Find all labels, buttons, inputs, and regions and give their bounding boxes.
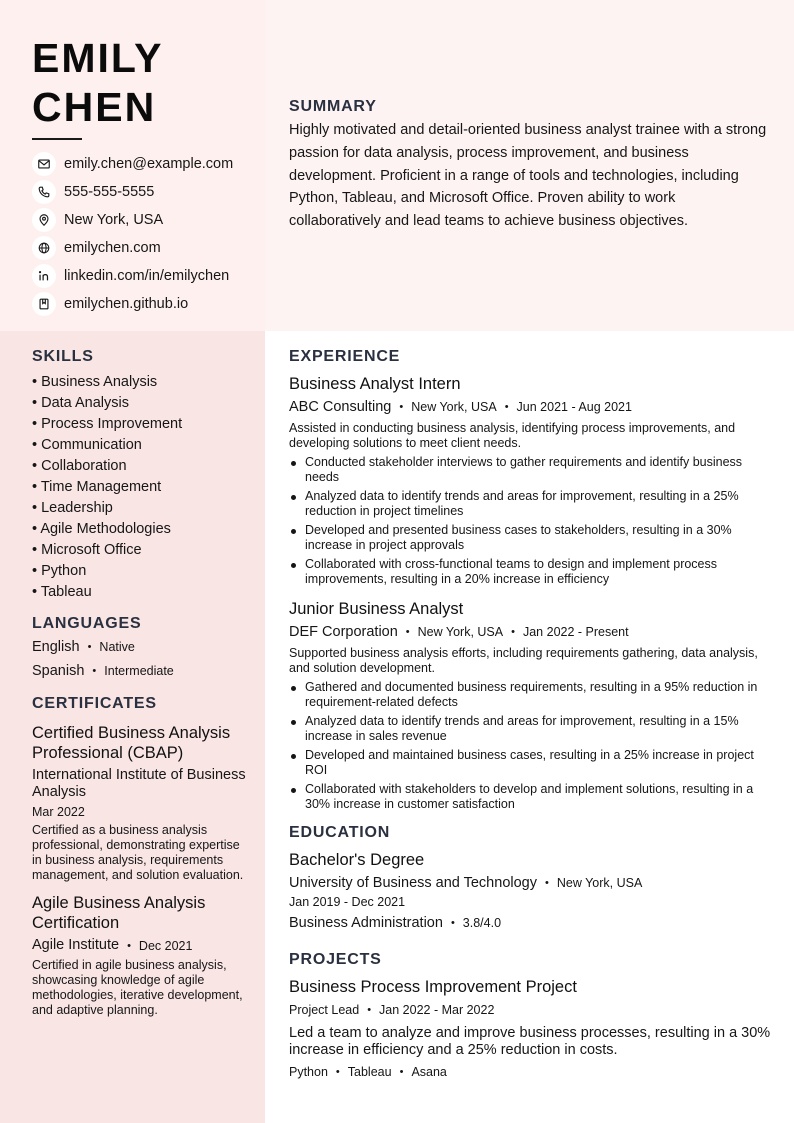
separator-dot: • <box>504 401 509 413</box>
certificate-org: International Institute of Business Analysis <box>32 767 246 800</box>
education-title: EDUCATION <box>289 824 391 841</box>
languages-section <box>32 615 247 681</box>
separator-dot: • <box>544 877 549 889</box>
job-bullet: Analyzed data to identify trends and areas for improvement, resulting in a 15% increase in sales revenue <box>289 714 774 744</box>
education-section <box>289 824 774 933</box>
languages-title: LANGUAGES <box>32 615 142 632</box>
project-role: Project Lead <box>289 1003 360 1017</box>
separator-dot: • <box>511 626 515 638</box>
skill-item: • Communication <box>32 435 247 456</box>
separator-dot: • <box>335 1066 340 1078</box>
separator-dot: • <box>399 1066 404 1078</box>
job-location: New York, USA <box>417 625 504 639</box>
phone-icon <box>32 180 56 204</box>
bookmark-icon <box>32 292 56 316</box>
skills-section <box>32 348 247 603</box>
education-field-line <box>289 913 774 933</box>
job-bullets <box>289 680 774 812</box>
projects-title: PROJECTS <box>289 951 382 968</box>
certificate-title: Agile Business Analysis Certification <box>32 894 206 932</box>
certificate-item <box>32 893 247 1018</box>
skill-item: • Tableau <box>32 582 247 603</box>
certificates-section <box>32 695 247 1018</box>
school-name: University of Business and Technology <box>289 875 537 891</box>
skills-list <box>32 372 247 603</box>
contact-linkedin[interactable] <box>32 262 260 290</box>
projects-section <box>289 951 774 1082</box>
field-of-study: Business Administration <box>289 915 443 931</box>
contact-website[interactable] <box>32 234 260 262</box>
project-tools <box>289 1062 774 1082</box>
job-bullet: Gathered and documented business requirements, resulting in a 95% reduction in requirement-related defects <box>289 680 774 710</box>
name-divider <box>32 138 82 140</box>
job-location: New York, USA <box>411 400 497 414</box>
job-company: DEF Corporation <box>289 624 398 640</box>
separator-dot: • <box>87 640 92 653</box>
certificates-title: CERTIFICATES <box>32 695 157 712</box>
job-company: ABC Consulting <box>289 399 392 415</box>
job-title: Junior Business Analyst <box>289 600 464 618</box>
separator-dot: • <box>450 917 455 929</box>
job-description: Supported business analysis efforts, including requirements gathering, data analysis, and solution development. <box>289 646 758 675</box>
job-dates: Jun 2021 - Aug 2021 <box>516 400 632 414</box>
job-bullets <box>289 455 774 587</box>
contact-linkedin-text: linkedin.com/in/emilychen <box>64 268 230 284</box>
language-level: Native <box>99 639 135 654</box>
project-description: Led a team to analyze and improve business processes, resulting in a 30% increase in efficiency and a 25% reduction in costs. <box>289 1025 771 1058</box>
job-meta <box>289 622 774 642</box>
summary-text: Highly motivated and detail-oriented business analyst trainee with a strong passion for data analysis, process improvement, and business development. Proficient in a range of tools and technologies, including Python, Tableau, and Microsoft Office. Proven ability to work collaboratively and lead teams to achieve business objectives. <box>289 122 767 230</box>
job-bullet: Developed and presented business cases to stakeholders, resulting in a 30% increase in project approvals <box>289 523 774 553</box>
job-title: Business Analyst Intern <box>289 375 461 393</box>
skills-title: SKILLS <box>32 348 94 365</box>
experience-section <box>289 348 774 812</box>
contact-location-text: New York, USA <box>64 212 164 228</box>
job-dates: Jan 2022 - Present <box>522 625 629 639</box>
mail-icon <box>32 152 56 176</box>
skill-item: • Microsoft Office <box>32 540 247 561</box>
summary-title: SUMMARY <box>289 98 377 115</box>
job-bullet: Conducted stakeholder interviews to gather requirements and identify business needs <box>289 455 774 485</box>
project-dates: Jan 2022 - Mar 2022 <box>379 1003 495 1017</box>
degree: Bachelor's Degree <box>289 851 425 869</box>
certificate-org: Agile Institute <box>32 937 120 953</box>
globe-icon <box>32 236 56 260</box>
contact-phone[interactable] <box>32 178 260 206</box>
language-row <box>32 660 247 681</box>
contact-email-text: emily.chen@example.com <box>64 156 234 172</box>
separator-dot: • <box>405 626 410 638</box>
skill-item: • Business Analysis <box>32 372 247 393</box>
job-bullet: Analyzed data to identify trends and areas for improvement, resulting in a 25% reduction in project timelines <box>289 489 774 519</box>
job-bullet: Collaborated with cross-functional teams to design and implement process improvements, resulting in a 20% increase in efficiency <box>289 557 774 587</box>
skill-item: • Collaboration <box>32 456 247 477</box>
education-dates: Jan 2019 - Dec 2021 <box>289 895 406 909</box>
experience-title: EXPERIENCE <box>289 348 401 365</box>
skill-item: • Process Improvement <box>32 414 247 435</box>
linkedin-icon <box>32 264 56 288</box>
project-tool: Tableau <box>347 1065 392 1079</box>
certificate-title: Certified Business Analysis Professional (CBAP) <box>32 724 231 762</box>
contact-website-text: emilychen.com <box>64 240 161 256</box>
certificate-item <box>32 723 247 883</box>
certificate-description: Certified as a business analysis professional, demonstrating expertise in business analysis, requirements management, and solution evaluation. <box>32 823 244 882</box>
language-name: Spanish <box>32 662 85 679</box>
skill-item: • Python <box>32 561 247 582</box>
location-pin-icon <box>32 208 56 232</box>
job-bullet: Collaborated with stakeholders to develop and implement solutions, resulting in a 30% increase in customer satisfaction <box>289 782 774 812</box>
job-bullet: Developed and maintained business cases, resulting in a 25% increase in project ROI <box>289 748 774 778</box>
first-name: EMILY <box>32 35 164 81</box>
project-meta <box>289 1000 774 1020</box>
contact-email[interactable] <box>32 150 260 178</box>
skill-item: • Agile Methodologies <box>32 519 247 540</box>
summary-section <box>289 98 769 233</box>
name-header <box>32 34 252 140</box>
contact-github[interactable] <box>32 290 260 318</box>
contact-list <box>32 150 260 318</box>
left-column <box>32 348 247 1018</box>
contact-github-text: emilychen.github.io <box>64 296 189 312</box>
project-name: Business Process Improvement Project <box>289 978 577 996</box>
project-tool: Python <box>289 1065 328 1079</box>
job-description: Assisted in conducting business analysis, identifying process improvements, and developing solutions to meet client needs. <box>289 421 736 450</box>
language-level: Intermediate <box>104 663 174 678</box>
skill-item: • Leadership <box>32 498 247 519</box>
right-column <box>289 348 774 1082</box>
school-location: New York, USA <box>556 876 643 890</box>
separator-dot: • <box>92 664 97 677</box>
certificate-description: Certified in agile business analysis, showcasing knowledge of agile methodologies, iterative development, and adaptive planning. <box>32 958 243 1017</box>
education-meta <box>289 873 774 893</box>
separator-dot: • <box>127 939 131 952</box>
language-row <box>32 636 247 657</box>
separator-dot: • <box>367 1004 372 1016</box>
certificate-org-line <box>32 937 247 954</box>
skill-item: • Data Analysis <box>32 393 247 414</box>
contact-location <box>32 206 260 234</box>
contact-phone-text: 555-555-5555 <box>64 184 155 200</box>
certificate-date: Mar 2022 <box>32 805 85 819</box>
skill-item: • Time Management <box>32 477 247 498</box>
language-name: English <box>32 638 80 655</box>
project-tool: Asana <box>411 1065 447 1079</box>
last-name: CHEN <box>32 84 157 130</box>
job-entry <box>289 599 774 812</box>
separator-dot: • <box>399 401 404 413</box>
job-meta <box>289 397 774 417</box>
job-entry <box>289 374 774 587</box>
gpa: 3.8/4.0 <box>462 916 502 930</box>
certificate-date: Dec 2021 <box>138 938 193 953</box>
